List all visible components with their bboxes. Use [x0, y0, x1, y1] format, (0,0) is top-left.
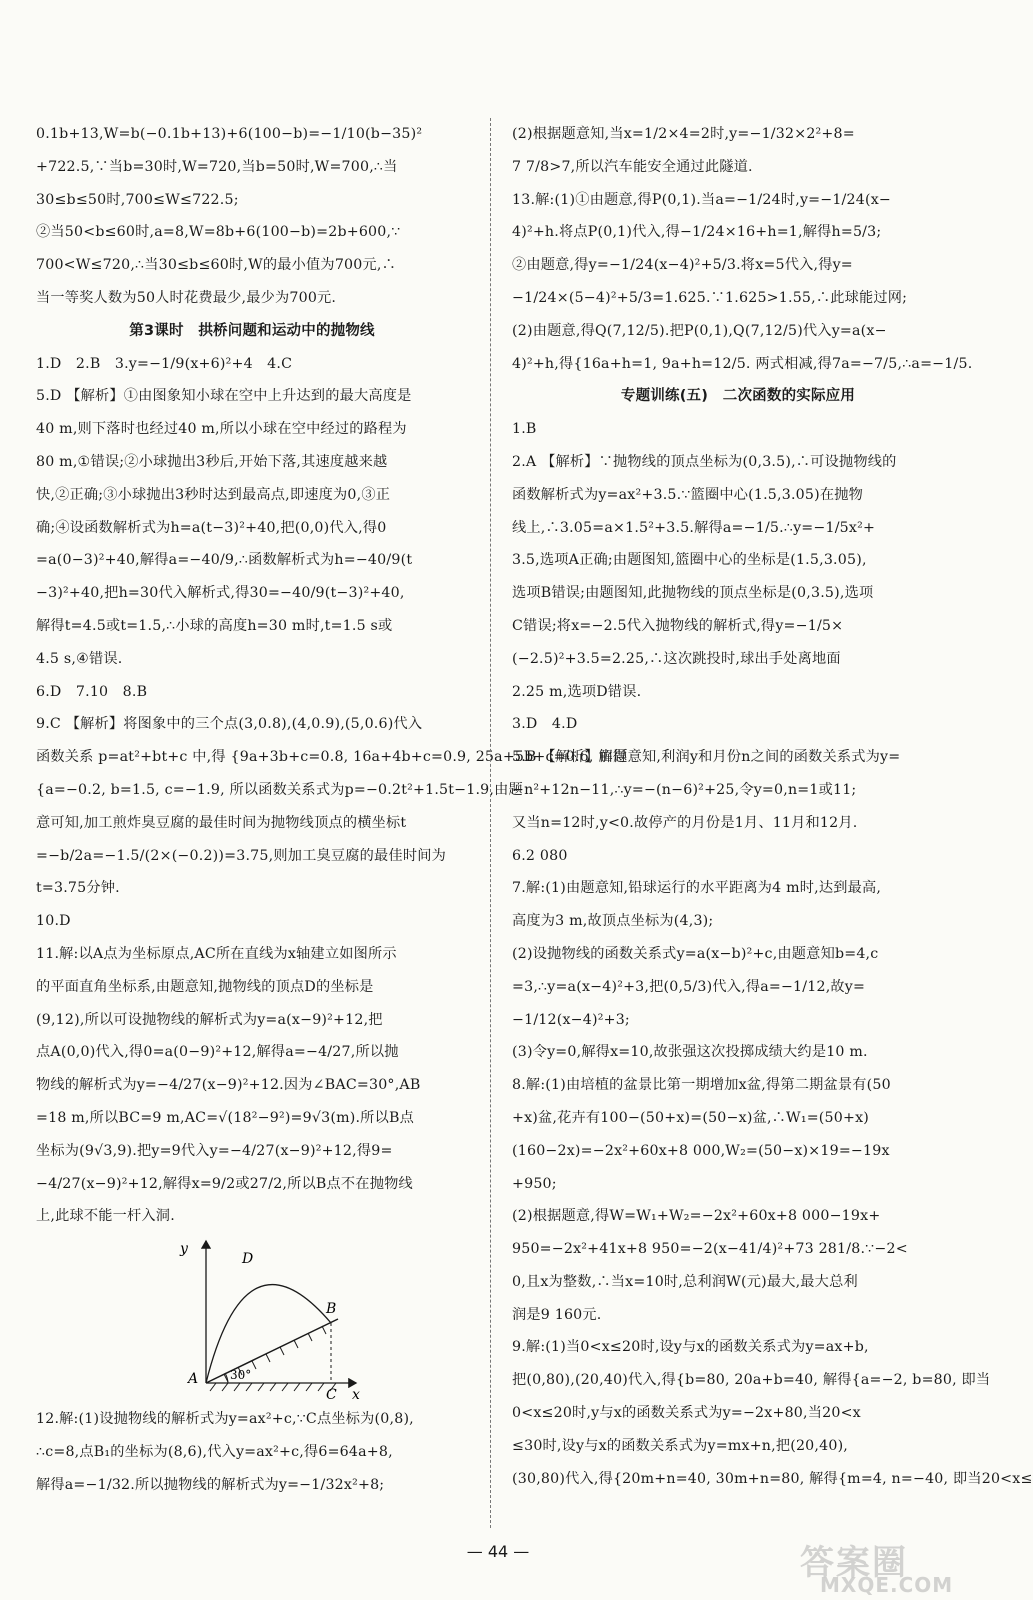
text-line: 坐标为(9√3,9).把y=9代入y=−4/27(x−9)²+12,得9=	[36, 1142, 393, 1159]
text-line: 4)²+h,得{16a+h=1, 9a+h=12/5. 两式相减,得7a=−7/5,∴a=−1/5.	[512, 355, 973, 372]
text-line: 0.1b+13,W=b(−0.1b+13)+6(100−b)=−1/10(b−35)²	[36, 126, 423, 142]
text-line: 当一等奖人数为50人时花费最少,最少为700元.	[36, 289, 337, 306]
text-line: (9,12),所以可设抛物线的解析式为y=a(x−9)²+12,把	[36, 1011, 383, 1028]
right-bottom-block	[512, 413, 1033, 1495]
text-line: 2.A 【解析】∵抛物线的顶点坐标为(0,3.5),∴可设抛物线的	[512, 453, 897, 470]
text-line: (2)根据题意,得W=W₁+W₂=−2x²+60x+8 000−19x+	[512, 1208, 881, 1225]
text-line: 2.25 m,选项D错误.	[512, 683, 642, 700]
text-line: =−b/2a=−1.5/(2×(−0.2))=3.75,则加工臭豆腐的最佳时间为	[36, 847, 446, 864]
text-line: 解得t=4.5或t=1.5,∴小球的高度h=30 m时,t=1.5 s或	[36, 617, 393, 634]
text-line: 700<W≤720,∴当30≤b≤60时,W的最小值为700元,∴	[36, 257, 396, 274]
text-line: C错误;将x=−2.5代入抛物线的解析式,得y=−1/5×	[512, 617, 844, 634]
text-line: {a=−0.2, b=1.5, c=−1.9, 所以函数关系式为p=−0.2t²+1.5t−1.9,由题	[36, 781, 523, 798]
text-line: 6.D 7.10 8.B	[36, 683, 148, 700]
ground-hatching	[210, 1383, 336, 1391]
text-line: =3,∴y=a(x−4)²+3,把(0,5/3)代入,得a=−1/12,故y=	[512, 978, 866, 995]
text-line: (30,80)代入,得{20m+n=40, 30m+n=80, 解得{m=4, n=−40, 即当20<x≤	[512, 1470, 1033, 1487]
text-line: 1.B	[512, 421, 537, 438]
text-line: ∴c=8,点B₁的坐标为(8,6),代入y=ax²+c,得6=64a+8,	[36, 1443, 393, 1460]
text-line: 40 m,则下落时也经过40 m,所以小球在空中经过的路程为	[36, 421, 407, 438]
text-line: −1/24×(5−4)²+5/3=1.625.∵1.625>1.55,∴此球能过网;	[512, 289, 908, 306]
text-line: −n²+12n−11,∴y=−(n−6)²+25,令y=0,n=1或11;	[512, 781, 857, 798]
text-line: 5.B 【解析】由题意知,利润y和月份n之间的函数关系式为y=	[512, 749, 901, 766]
text-line: 函数解析式为y=ax²+3.5.∵篮圈中心(1.5,3.05)在抛物	[512, 486, 864, 503]
text-line: 解得a=−1/32.所以抛物线的解析式为y=−1/32x²+8;	[36, 1476, 385, 1493]
text-line: +x)盆,花卉有100−(50+x)=(50−x)盆,∴W₁=(50+x)	[512, 1109, 870, 1126]
watermark-text: 答案圈	[800, 1543, 908, 1583]
text-line: ≤30时,设y与x的函数关系式为y=mx+n,把(20,40),	[512, 1437, 849, 1454]
text-line: 函数关系 p=at²+bt+c 中,得 {9a+3b+c=0.8, 16a+4b+c=0.9, 25a+5b+c=0.6, 解得	[36, 749, 628, 766]
text-line: 3.D 4.D	[512, 716, 578, 733]
text-line: (−2.5)²+3.5=2.25,∴这次跳投时,球出手处离地面	[512, 650, 841, 667]
label-b: B	[326, 1301, 337, 1318]
right-top-block	[512, 118, 973, 380]
text-line: 把(0,80),(20,40)代入,得{b=80, 20a+b=40, 解得{a=−2, b=80, 即当	[512, 1372, 991, 1389]
text-line: 0,且x为整数,∴当x=10时,总利润W(元)最大,最大总利	[512, 1273, 858, 1290]
text-line: 1.D 2.B 3.y=−1/9(x+6)²+4 4.C	[36, 355, 293, 372]
text-line: 0<x≤20时,y与x的函数关系式为y=−2x+80,当20<x	[512, 1405, 861, 1422]
text-line: 3.5,选项A正确;由题图知,篮圈中心的坐标是(1.5,3.05),	[512, 552, 867, 569]
text-line: 的平面直角坐标系,由题意知,抛物线的顶点D的坐标是	[36, 978, 374, 995]
text-line: 8.解:(1)由培植的盆景比第一期增加x盆,得第二期盆景有(50	[512, 1077, 891, 1094]
page-number: — 44 —	[466, 1542, 530, 1561]
parabola-curve	[206, 1285, 331, 1383]
text-line: −4/27(x−9)²+12,解得x=9/2或27/2,所以B点不在抛物线	[36, 1175, 413, 1192]
text-line: 物线的解析式为y=−4/27(x−9)²+12.因为∠BAC=30°,AB	[36, 1077, 421, 1094]
text-line: −3)²+40,把h=30代入解析式,得30=−40/9(t−3)²+40,	[36, 585, 405, 602]
text-line: 7 7/8>7,所以汽车能安全通过此隧道.	[512, 158, 753, 175]
text-line: (3)令y=0,解得x=10,故张强这次投掷成绩大约是10 m.	[512, 1044, 868, 1061]
text-line: 高度为3 m,故顶点坐标为(4,3);	[512, 913, 714, 930]
text-line: 9.C 【解析】将图象中的三个点(3,0.8),(4,0.9),(5,0.6)代入	[36, 716, 423, 733]
text-line: 9.解:(1)当0<x≤20时,设y与x的函数关系式为y=ax+b,	[512, 1339, 869, 1356]
text-line: 确;④设函数解析式为h=a(t−3)²+40,把(0,0)代入,得0	[36, 519, 387, 536]
text-line: 快,②正确;③小球抛出3秒时达到最高点,即速度为0,③正	[36, 486, 391, 503]
text-line: 选项B错误;由题图知,此抛物线的顶点坐标是(0,3.5),选项	[512, 585, 874, 602]
column-divider	[490, 118, 491, 1528]
parabola-diagram	[166, 1233, 366, 1404]
text-line: 950=−2x²+41x+8 950=−2(x−41/4)²+73 281/8.∵−2<	[512, 1241, 908, 1258]
text-line: (2)设抛物线的函数关系式y=a(x−b)²+c,由题意知b=4,c	[512, 945, 879, 962]
parabola-figure	[36, 1233, 468, 1403]
text-line: 4.5 s,④错误.	[36, 650, 123, 667]
site-watermark	[800, 1535, 980, 1595]
text-line: 30≤b≤50时,700≤W≤722.5;	[36, 191, 239, 208]
text-line: 80 m,①错误;②小球抛出3秒后,开始下落,其速度越来越	[36, 453, 388, 470]
text-line: =18 m,所以BC=9 m,AC=√(18²−9²)=9√3(m).所以B点	[36, 1109, 414, 1126]
watermark-url: MXQE.COM	[820, 1573, 954, 1597]
text-line: 线上,∴3.05=a×1.5²+3.5.解得a=−1/5.∴y=−1/5x²+	[512, 519, 876, 536]
text-line: −1/12(x−4)²+3;	[512, 1011, 630, 1028]
text-line: 又当n=12时,y<0.故停产的月份是1月、11月和12月.	[512, 814, 858, 831]
text-line: (2)根据题意知,当x=1/2×4=2时,y=−1/32×2²+8=	[512, 126, 855, 142]
text-line: +950;	[512, 1175, 557, 1192]
text-line: (160−2x)=−2x²+60x+8 000,W₂=(50−x)×19=−19x	[512, 1142, 890, 1159]
label-x: x	[352, 1387, 360, 1404]
text-line: ②当50<b≤60时,a=8,W=8b+6(100−b)=2b+600,∵	[36, 224, 401, 241]
text-line: 润是9 160元.	[512, 1306, 602, 1323]
label-y: y	[180, 1241, 188, 1258]
text-line: +722.5,∵当b=30时,W=720,当b=50时,W=700,∴当	[36, 158, 398, 175]
section-heading-special-training-5: 专题训练(五) 二次函数的实际应用	[620, 388, 856, 405]
text-line: ②由题意,得y=−1/24(x−4)²+5/3.将x=5代入,得y=	[512, 257, 853, 274]
left-bottom-block	[36, 1403, 468, 1501]
label-d: D	[242, 1251, 254, 1268]
text-line: 5.D 【解析】①由图象知小球在空中上升达到的最大高度是	[36, 388, 412, 405]
text-line: 上,此球不能一杆入洞.	[36, 1208, 175, 1225]
label-angle: 30°	[230, 1368, 252, 1383]
section-heading-lesson-3: 第3课时 拱桥问题和运动中的抛物线	[129, 322, 375, 339]
right-column	[512, 118, 1033, 1495]
text-line: 10.D	[36, 913, 71, 930]
label-c: C	[326, 1387, 337, 1404]
text-line: 7.解:(1)由题意知,铅球运行的水平距离为4 m时,达到最高,	[512, 880, 882, 897]
text-line: 6.2 080	[512, 847, 568, 864]
label-a: A	[188, 1371, 199, 1388]
text-line: 点A(0,0)代入,得0=a(0−9)²+12,解得a=−4/27,所以抛	[36, 1044, 399, 1061]
text-line: 4)²+h.将点P(0,1)代入,得−1/24×16+h=1,解得h=5/3;	[512, 224, 882, 241]
text-line: 12.解:(1)设抛物线的解析式为y=ax²+c,∵C点坐标为(0,8),	[36, 1411, 414, 1428]
text-line: =a(0−3)²+40,解得a=−40/9,∴函数解析式为h=−40/9(t	[36, 552, 413, 569]
text-line: 13.解:(1)①由题意,得P(0,1).当a=−1/24时,y=−1/24(x−	[512, 191, 892, 208]
text-line: 意可知,加工煎炸臭豆腐的最佳时间为抛物线顶点的横坐标t	[36, 814, 407, 831]
left-top-block	[36, 118, 468, 315]
text-line: 11.解:以A点为坐标原点,AC所在直线为x轴建立如图所示	[36, 945, 397, 962]
text-line: t=3.75分钟.	[36, 880, 120, 897]
text-line: (2)由题意,得Q(7,12/5).把P(0,1),Q(7,12/5)代入y=a(x−	[512, 322, 887, 339]
